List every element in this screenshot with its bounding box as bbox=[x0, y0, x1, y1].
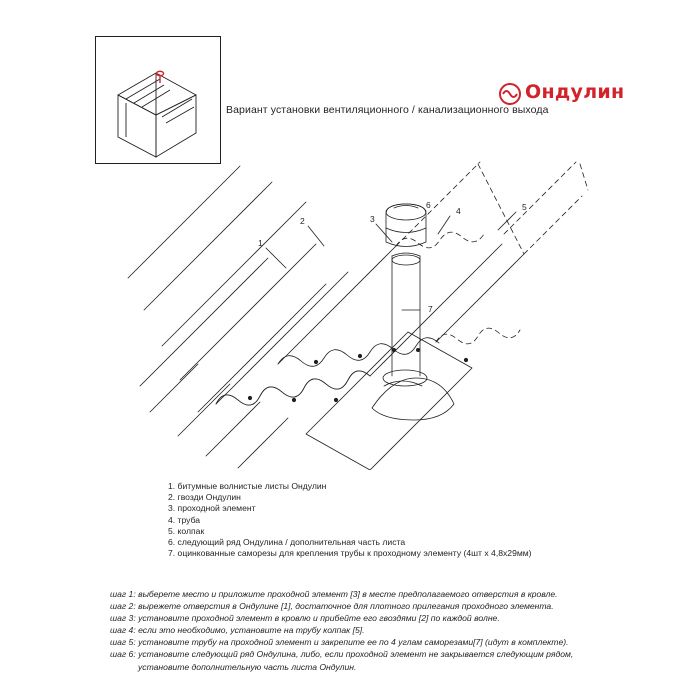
header bbox=[95, 36, 635, 162]
legend-item: 3. проходной элемент bbox=[168, 503, 256, 514]
roof-diagram-svg bbox=[120, 150, 640, 470]
callout-1: 1 bbox=[258, 238, 263, 248]
step-line: шаг 4: если это необходимо, установите на трубу колпак [5]. bbox=[110, 625, 365, 636]
callout-5: 5 bbox=[522, 202, 527, 212]
step-line: шаг 3: установите проходной элемент в кровлю и прибейте его гвоздями [2] по каждой волне. bbox=[110, 613, 500, 624]
callout-6: 6 bbox=[426, 200, 431, 210]
callout-3: 3 bbox=[370, 214, 375, 224]
step-line-continuation: установите дополнительную часть листа Ондулин. bbox=[138, 661, 357, 672]
legend-item: 7. оцинкованные саморезы для крепления трубы к проходному элементу (4шт х 4,8х29мм) bbox=[168, 548, 532, 559]
step-line: шаг 6: установите следующий ряд Ондулина, либо, если проходной элемент не закрывается следующим рядом, bbox=[110, 649, 574, 660]
legend-item: 2. гвозди Ондулин bbox=[168, 492, 241, 503]
legend-item: 6. следующий ряд Ондулина / дополнительная часть листа bbox=[168, 537, 406, 548]
step-line: шаг 2: вырежете отверстия в Ондулине [1], достаточное для плотного прилегания проходного элемента. bbox=[110, 601, 554, 612]
steps-list bbox=[110, 588, 690, 673]
legend-list bbox=[168, 481, 688, 559]
legend-item: 5. колпак bbox=[168, 525, 205, 536]
callout-7: 7 bbox=[428, 304, 433, 314]
brand-name: Ондулин bbox=[525, 81, 625, 103]
logo-mark-icon bbox=[499, 83, 521, 105]
brand-logo bbox=[499, 80, 689, 110]
callout-4: 4 bbox=[456, 206, 461, 216]
installation-drawing bbox=[120, 150, 640, 470]
legend-item: 1. битумные волнистые листы Ондулин bbox=[168, 481, 327, 491]
step-line: шаг 5: установите трубу на проходной элемент и закрепите ее по 4 углам саморезами[7] (идут в комплекте). bbox=[110, 637, 569, 648]
house-thumbnail-icon bbox=[96, 37, 220, 163]
page-title: Вариант установки вентиляционного / канализационного выхода bbox=[226, 104, 549, 116]
callout-2: 2 bbox=[300, 216, 305, 226]
legend-item: 4. труба bbox=[168, 514, 201, 525]
step-line: шаг 1: выберете место и приложите проходной элемент [3] в месте предполагаемого отверстия в кровле. bbox=[110, 589, 558, 599]
house-thumbnail bbox=[95, 36, 221, 164]
